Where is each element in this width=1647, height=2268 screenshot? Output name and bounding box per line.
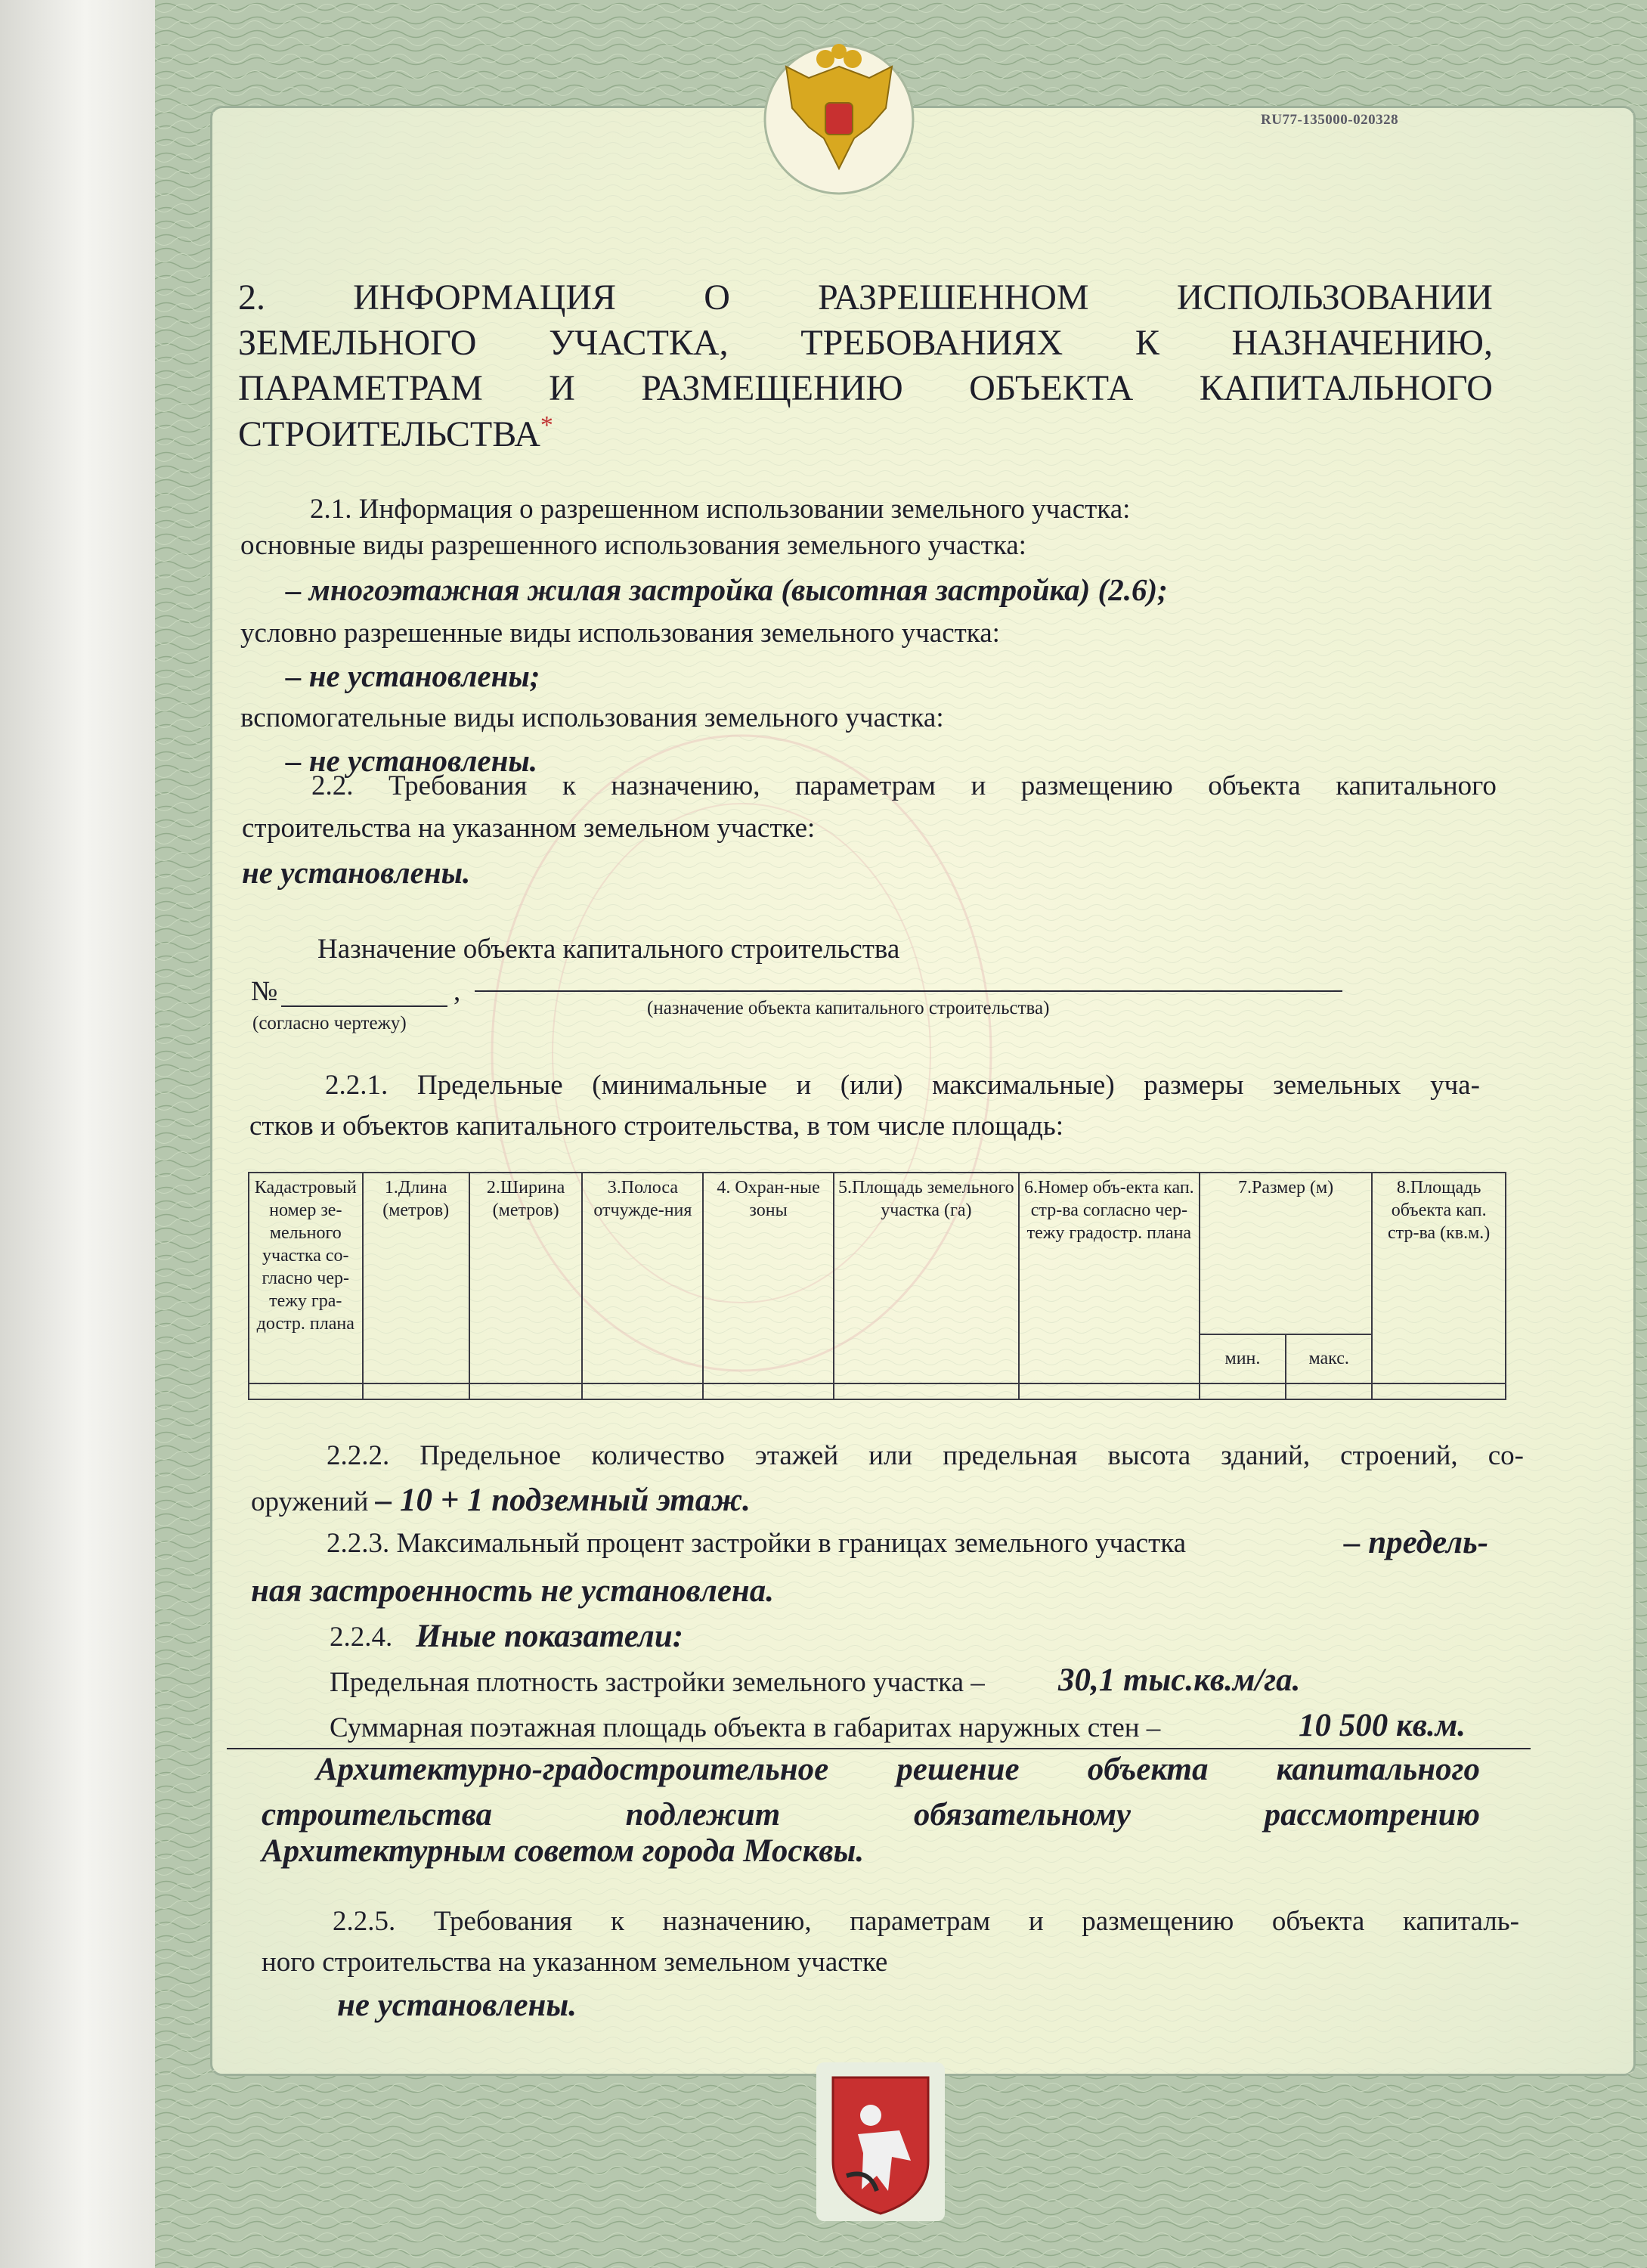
s21-auxiliary-value: – не установлены. [286, 743, 538, 778]
s21-heading: 2.1. Информация о разрешенном использовании земельного участка: [310, 494, 1131, 525]
s22-value: не установлены. [242, 855, 471, 890]
purpose-number-sign: № [251, 976, 278, 1007]
header-protection-zones: 4. Охран-ные зоны [703, 1173, 833, 1383]
s225-line-2: ного строительства на указанном земельном участке [262, 1947, 888, 1978]
s21-main-label: основные виды разрешенного использования земельного участка: [240, 530, 1026, 561]
s21-auxiliary-label: вспомогательные виды использования земельного участка: [240, 702, 944, 733]
architect-line-2 [262, 1796, 1480, 1833]
title-word: НАЗНАЧЕНИЮ, [1231, 323, 1493, 363]
word: параметрам [850, 1906, 991, 1937]
s223-value-part2: ная застроенность не установлена. [251, 1573, 775, 1609]
title-word: О [704, 277, 730, 318]
s221-line-2: стков и объектов капитального строительства, в том числе площадь: [249, 1111, 1064, 1142]
word: и [1028, 1906, 1044, 1937]
word: (минимальные [592, 1070, 767, 1101]
architect-line-3: Архитектурным советом города Москвы. [262, 1833, 865, 1869]
s222-prefix: оружений [251, 1486, 369, 1517]
table-cell [469, 1383, 583, 1399]
word: параметрам [795, 770, 936, 801]
title-word: ЗЕМЕЛЬНОГО [238, 323, 477, 363]
word: предельная [943, 1440, 1078, 1471]
word: Архитектурно-градостроительное [316, 1752, 829, 1787]
area-label: Суммарная поэтажная площадь объекта в габаритах наружных стен – [330, 1712, 1161, 1743]
word: объекта [1208, 770, 1301, 801]
word: назначению, [611, 770, 760, 801]
header-length: 1.Длина (метров) [363, 1173, 469, 1383]
header-exclusion-strip: 3.Полоса отчужде-ния [582, 1173, 703, 1383]
word: 2.2.2. [327, 1440, 390, 1471]
s222-value: – 10 + 1 подземный этаж. [375, 1483, 751, 1518]
word: зданий, [1221, 1440, 1311, 1471]
purpose-value-blank [475, 990, 1342, 992]
s21-conditional-value: – не установлены; [286, 658, 540, 693]
word: со- [1488, 1440, 1524, 1471]
title-word: УЧАСТКА, [549, 323, 729, 363]
title-word: И [549, 368, 575, 408]
word: размещению [1020, 770, 1173, 801]
purpose-caption-purpose: (назначение объекта капитального строительства) [647, 998, 1050, 1018]
area-value: 10 500 кв.м. [1299, 1708, 1466, 1743]
title-word: 2. [238, 277, 265, 318]
word: (или) [840, 1070, 903, 1101]
word: Предельное [419, 1440, 562, 1471]
s21-main-value: – многоэтажная жилая застройка (высотная застройка) (2.6); [286, 572, 1168, 607]
word: капитального [1276, 1752, 1480, 1787]
title-word: РАЗРЕШЕННОМ [818, 277, 1089, 318]
word: высота [1107, 1440, 1191, 1471]
word: объекта [1271, 1906, 1365, 1937]
header-object-area: 8.Площадь объекта кап. стр-ва (кв.м.) [1372, 1173, 1506, 1383]
word: количество [591, 1440, 725, 1471]
word: 2.2.5. [333, 1906, 396, 1937]
s224-label: 2.2.4. [330, 1622, 393, 1653]
table-cell [1200, 1383, 1286, 1399]
table-cell [363, 1383, 469, 1399]
word: к [562, 770, 576, 801]
section-title-line-2 [238, 322, 1493, 364]
word: земельных [1273, 1070, 1401, 1101]
s225-line-1 [333, 1905, 1519, 1938]
word: к [610, 1906, 624, 1937]
word: капиталь- [1402, 1906, 1519, 1937]
s223-value-part1: – предель- [1344, 1525, 1489, 1560]
header-size-max: макс. [1286, 1334, 1372, 1383]
word: или [868, 1440, 913, 1471]
table-cell [1372, 1383, 1506, 1399]
word: рассмотрению [1264, 1797, 1480, 1833]
word: этажей [754, 1440, 839, 1471]
s223-text: 2.2.3. Максимальный процент застройки в границах земельного участка [327, 1528, 1187, 1559]
title-word: ИСПОЛЬЗОВАНИИ [1176, 277, 1493, 318]
section-title-line-1 [238, 277, 1493, 318]
word: капитального [1336, 770, 1497, 801]
table-cell [1286, 1383, 1372, 1399]
word: Требования [433, 1906, 573, 1937]
header-plot-area: 5.Площадь земельного участка (га) [834, 1173, 1019, 1383]
title-word: ОБЪЕКТА [969, 368, 1134, 408]
table-cell [582, 1383, 703, 1399]
header-size-min: мин. [1200, 1334, 1286, 1383]
header-cadastral-number: Кадастровый номер зе-мельного участка со-гласно чер-тежу гра-достр. плана [249, 1173, 363, 1383]
s221-line-1 [325, 1069, 1480, 1101]
s222-line-1 [327, 1439, 1524, 1472]
title-word: КАПИТАЛЬНОГО [1199, 368, 1493, 408]
s222-line-2 [251, 1482, 751, 1519]
table-header-row [249, 1173, 1506, 1334]
word: размещению [1082, 1906, 1234, 1937]
s22-line-2: строительства на указанном земельном участке: [242, 813, 816, 844]
table-cell [834, 1383, 1019, 1399]
purpose-caption-number: (согласно чертежу) [252, 1013, 407, 1033]
word: строений, [1340, 1440, 1458, 1471]
word: 2.2. [311, 770, 354, 801]
architect-line-1 [316, 1751, 1480, 1788]
title-word: ПАРАМЕТРАМ [238, 368, 483, 408]
word: и [796, 1070, 812, 1101]
s224-value: Иные показатели: [416, 1619, 684, 1654]
header-object-number: 6.Номер объ-екта кап. стр-ва согласно чер-тежу градостр. плана [1019, 1173, 1200, 1383]
header-width: 2.Ширина (метров) [469, 1173, 583, 1383]
section-title-line-3 [238, 367, 1493, 409]
word: размеры [1144, 1070, 1244, 1101]
word: и [971, 770, 986, 801]
title-word: ТРЕБОВАНИЯХ [800, 323, 1063, 363]
parameters-table [248, 1172, 1506, 1400]
footnote-mark: * [540, 411, 553, 439]
word: подлежит [625, 1797, 781, 1833]
word: решение [896, 1752, 1020, 1787]
purpose-heading: Назначение объекта капитального строительства [317, 934, 900, 965]
word: Предельные [416, 1070, 563, 1101]
title-word: ИНФОРМАЦИЯ [353, 277, 617, 318]
word: объекта [1087, 1752, 1209, 1787]
serial-number: RU77-135000-020328 [1261, 112, 1399, 128]
density-value: 30,1 тыс.кв.м/га. [1058, 1662, 1301, 1698]
title-word: РАЗМЕЩЕНИЮ [641, 368, 903, 408]
table-row [249, 1383, 1506, 1399]
word: 2.2.1. [325, 1070, 389, 1101]
word: обязательному [913, 1797, 1132, 1833]
purpose-comma: , [454, 976, 461, 1007]
header-size: 7.Размер (м) [1200, 1173, 1373, 1334]
s22-line-1 [311, 770, 1497, 802]
table-cell [1019, 1383, 1200, 1399]
section-title-line-4 [238, 411, 553, 455]
title-word: СТРОИТЕЛЬСТВА [238, 414, 540, 454]
table-cell [703, 1383, 833, 1399]
table-cell [249, 1383, 363, 1399]
word: назначению, [662, 1906, 812, 1937]
word: уча- [1430, 1070, 1480, 1101]
purpose-number-blank [281, 1005, 447, 1007]
separator-line [227, 1748, 1531, 1749]
word: Требования [388, 770, 528, 801]
s21-conditional-label: условно разрешенные виды использования земельного участка: [240, 618, 1000, 649]
word: строительства [262, 1797, 493, 1833]
s225-value: не установлены. [337, 1988, 577, 2023]
word: максимальные) [932, 1070, 1115, 1101]
density-label: Предельная плотность застройки земельного участка – [330, 1667, 985, 1698]
title-word: К [1135, 323, 1159, 363]
